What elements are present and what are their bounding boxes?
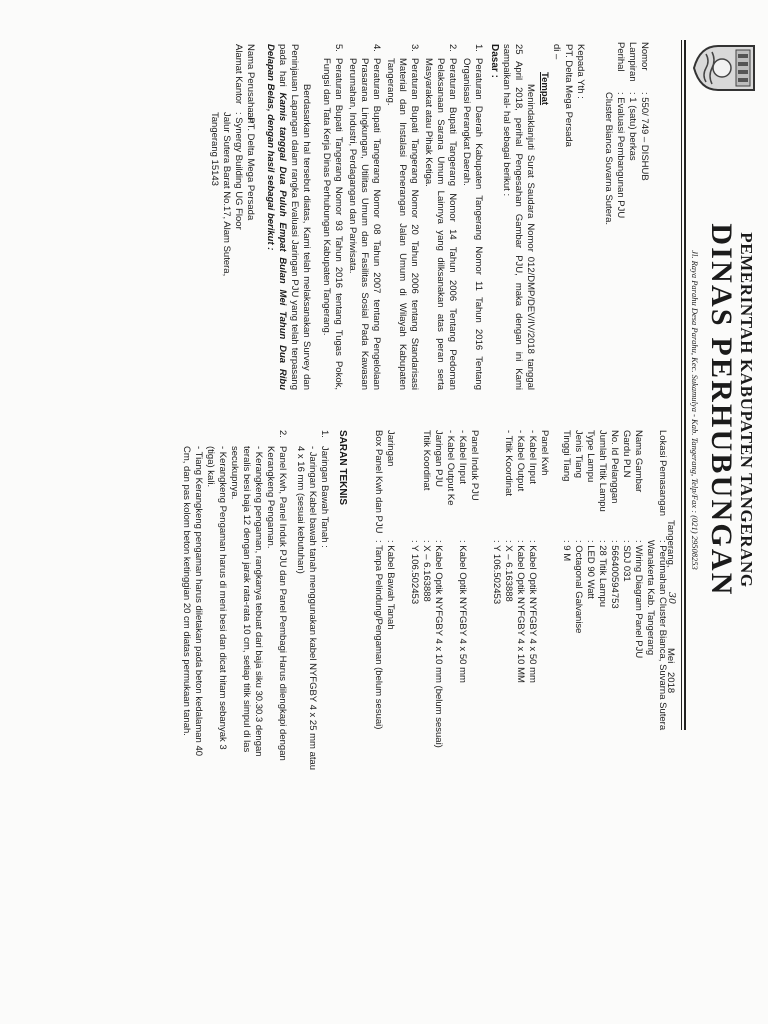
field-value: : 28 Titik Lampu [597,540,608,608]
saran-item-line: secukupnya. [229,446,240,500]
panel-kwh-value: : Y 106.502453 [491,540,502,605]
panel-induk-value: : Kabel Optik NYFGBY 4 x 10 mm (belum sesuai) [433,540,444,748]
company-value-name: : PT. Delta Mega Persada [245,112,256,221]
field-label: Jumlah Titik Lampu [597,430,608,512]
panel-kwh-label: - Kabel Output [515,430,526,492]
panel-induk-value: : Kabel Optik NYFGBY 4 x 50 mm [457,540,468,683]
dasar-item-num: 2. [447,44,458,52]
panel-kwh-value: : Kabel Optik NYFGBY 4 x 50 mm [527,540,538,683]
dasar-item-num: 5. [333,44,344,52]
saran-item-line: Cm, dan pas kolom beton ketinggian 20 cm diatas permukaan tanah. [181,446,192,736]
letterhead-government: PEMERINTAH KABUPATEN TANGERANG [737,232,756,588]
field-label: Gardu PLN [621,430,632,478]
dasar-item-num: 3. [409,44,420,52]
date-day: 30 [666,592,677,605]
header-value-lampiran: : 1 (satu) berkas [627,92,638,161]
saran-item-line: - Kerangkeng pengaman, rangkanya tebuat dari baja siku 30.30.3 dengan [253,446,264,757]
survey-paragraph-text: Berdasarkan hal tersebut diatas, Kami telah melaksanakan Survey dan Peninjauan Lapangan dalam rangka Evaluasi Jaringan PJU yang telah terpasang pada hari [276,44,312,390]
field-label: Tinggi Tiang [561,430,572,482]
field-value: : SDJ 031 [621,540,632,582]
saran-item-num: 1. [319,430,330,438]
jaringan-value: : Kabel Bawah Tanah [385,540,396,630]
field-value: : Octagonal Galvanise [573,540,584,634]
date-place: Tangerang, [665,520,676,568]
company-value-address-line3: Tangerang 15143 [209,112,220,186]
saran-item-line: 4 x 16 mm (sesuai kebutuhan) [295,446,306,574]
panel-induk-label: - Kabel Input [457,430,468,484]
field-value: : LED 90 Watt [585,540,596,599]
letterhead-divider-thin [681,40,682,730]
field-value: : 566400594753 [609,540,620,609]
field-value: Wanakerta Kab. Tangerang [645,540,656,656]
saran-title: SARAN TEKNIS [337,430,348,506]
header-value-perihal-cont: Cluster Bianca Suvarna Sutera. [603,92,614,226]
header-value-nomor: : 550/ 749 – DISHUB [639,92,650,181]
dasar-item-text: Peraturan Bupati Tangerang Nomor 20 Tahun 2006 tentang Standarisasi Material dan Instalasi Penerangan Jalan Umum di Wilayah Kabupaten Tangerang. [384,58,420,390]
header-label-nomor: Nomor [639,42,650,71]
saran-item-line: Kerangkeng Pengaman. [265,446,276,549]
saran-item-line: - Jaringan Kabel bawah tanah menggunakan kabel NYFGBY 4 x 25 mm atau [307,446,318,771]
header-label-lampiran: Lampiran [627,42,638,82]
panel-induk-label: Jaringan PJU [433,430,444,488]
dasar-item-text: Peraturan Daerah Kabupaten Tangerang Nomor 11 Tahun 2016 Tentang Organisasi Perangkat Daerah. [460,58,484,390]
survey-paragraph [264,44,312,390]
panel-kwh-label: - Kabel Input [527,430,538,484]
company-label-name: Nama Perusahaan [245,44,256,124]
panel-kwh-value: : X – 6.163888 [503,540,514,602]
saran-item-line: Jaringan Bawah Tanah : [319,446,330,548]
header-value-perihal: : Evaluasi Pembangunan PJU [615,92,626,219]
saran-item-line: teralis besi baja 12 dengan jarak rata-rata 10 cm, setiap titik simpul di las [241,446,252,753]
survey-paragraph-emphasis: Kamis tanggal Dua Puluh Empat Bulan Mei Tahun Dua Ribu Delapan Belas, dengan hasil sebagai berikut : [264,44,288,390]
dasar-item-text: Peraturan Bupati Tangerang Nomor 14 Tahun 2006 Tentang Pedoman Pelaksanaan Sarana Umum Lainnya yang dilksanakan atas peran serta Masyarakat atau Pihak Ketiga. [422,58,458,390]
saran-item-line: (tiga) kali. [205,446,216,488]
saran-item-line: Panel Kwh, Panel Induk PJU dan Panel Pembagi Harus dilengkapi dengan [277,446,288,761]
dasar-item-text: Peraturan Bupati Tangerang Nomor 93 Tahun 2016 tentang Tugas Pokok, Fungsi dan Tata Kerja Dinas Perhubungan Kabupaten Tangerang. [320,58,344,390]
letterhead-agency: DINAS PERHUBUNGAN [705,223,738,597]
saran-item-line: - Tiang Kerangkeng pengaman harus diletakan pada beton kedalaman 40 [193,446,204,757]
dasar-item-num: 1. [473,44,484,52]
date-month: Mei [665,648,676,664]
addressee-to: Kepada Yth : [575,44,586,99]
field-label: Jenis Tiang [573,430,584,479]
panel-induk-title: Panel Induk PJU [469,430,480,501]
opening-paragraph: Menindaklanjuti Surat Saudara Nomor 012/DMP/DEV/IV/2018 tanggal 25 April 2018, perihal Pengesahan Gambar PJU, maka dengan ini Kami sampaikan hal- hal sebagai berikut : [500,44,536,390]
regency-emblem-logo [692,40,758,96]
saran-item-line: - Kerangkeng Pengaman harus di meni besi dan dicat hitam sebanyak 3 [217,446,228,750]
box-panel-value: : Tanpa Pelindung/Pengaman (belum sesuai) [373,540,384,730]
dasar-title: Dasar : [489,44,500,78]
dasar-item-num: 4. [371,44,382,52]
jaringan-label: Jaringan [385,430,396,467]
panel-induk-label: - Kabel Output Ke [445,430,456,506]
company-value-address: : Synergy Building UG Floor [233,112,244,230]
panel-induk-value: : Y 106.502453 [409,540,420,605]
field-label: No. Id Pelanggan [609,430,620,504]
date-year: 2018 [665,672,676,694]
letterhead-divider-thick [684,40,686,730]
addressee-di: di – [551,44,562,60]
addressee-place: Tempat [539,72,550,106]
addressee-name: PT. Delta Mega Persada [563,44,574,147]
dasar-item-text: Peraturan Bupati Tangerang Nomor 08 Tahun 2007 tentang Pengelolaan Prasarana Lingkungan, Utilitas Umum dan Fasilitas Sosial Pada Kawasan Perumahan, Industri, Perdagangan dan Pariwisata. [346,58,382,390]
panel-kwh-label: - Titik Koordinat [503,430,514,496]
field-label: Type Lampu [585,430,596,483]
company-label-address: Alamat Kantor [233,44,244,105]
box-panel-label: Box Panel Kwh dan PJU [373,430,384,534]
field-label: Lokasi Pemasangan [657,430,668,517]
field-value: : Wiring Diagram Panel PJU [633,540,644,659]
field-label: Nama Gambar [633,430,644,493]
saran-item-num: 2. [277,430,288,438]
panel-kwh-value: : Kabel Optik NYFGBY 4 x 10 MM [515,540,526,683]
panel-kwh-title: Panel Kwh [539,430,550,476]
field-value: : 9 M [561,540,572,562]
panel-induk-value: : X – 6.163888 [421,540,432,602]
letterhead-address: Jl. Raya Parahu Desa Parahu, Kec. Sukamulya - Kab. Tangerang, Telp/Fax : (021) 29508253 [690,250,700,570]
panel-induk-label: Titik Koordinat [421,430,432,491]
company-value-address-line2: Jalur Sutera Barat No.17, Alam Sutera, [221,112,232,277]
header-label-perihal: Perihal [615,42,626,72]
field-value: : Perumahan Cluster Bianca, Suvarna Sutera [657,540,668,731]
